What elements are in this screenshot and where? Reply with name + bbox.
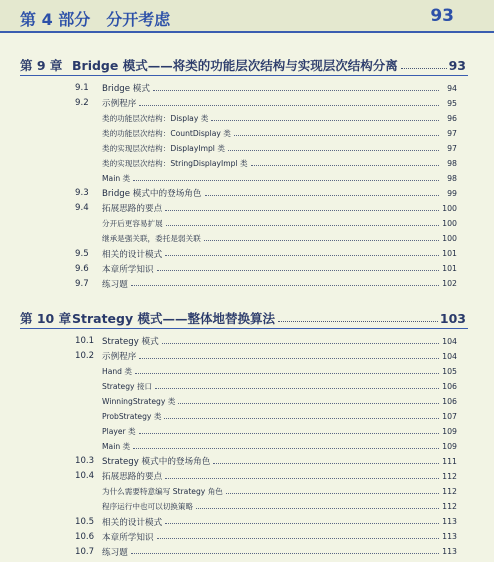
- entry-title: 类的实现层次结构：DisplayImpl 类: [102, 143, 225, 153]
- dot-leader: [278, 321, 438, 322]
- chapter-title: Strategy 模式——整体地替换算法: [72, 311, 275, 326]
- entry-title: 示例程序: [102, 99, 137, 110]
- subsection-entry[interactable]: [102, 126, 457, 140]
- entry-page-number: 94: [447, 83, 457, 93]
- chapter-rule: [20, 75, 468, 76]
- entry-page-number: 95: [447, 98, 457, 108]
- entry-title: Bridge 模式中的登场角色: [102, 189, 202, 200]
- entry-page-number: 113: [442, 532, 457, 542]
- dot-leader: [165, 478, 439, 479]
- section-number: 9.5: [75, 248, 89, 259]
- dot-leader: [165, 523, 439, 524]
- section-number: 10.5: [75, 516, 95, 527]
- section-number: 9.1: [75, 83, 89, 93]
- dot-leader: [153, 90, 439, 91]
- entry-title: 拓展思路的要点: [102, 204, 163, 215]
- section-number: 9.3: [75, 188, 89, 199]
- section-number: 9.7: [75, 278, 89, 289]
- section-entry[interactable]: [75, 530, 457, 544]
- entry-page-number: 107: [442, 411, 457, 421]
- entry-page-number: 109: [442, 441, 457, 451]
- chapter-title: Bridge 模式——将类的功能层次结构与实现层次结构分离: [72, 58, 398, 73]
- entry-title: Hand 类: [102, 366, 133, 376]
- dot-leader: [131, 285, 439, 286]
- entry-title: 练习题: [102, 547, 128, 558]
- subsection-entry[interactable]: [102, 439, 457, 453]
- entry-title: 相关的设计模式: [102, 517, 163, 528]
- section-entry[interactable]: [75, 349, 457, 363]
- dot-leader: [165, 255, 439, 256]
- chapter-heading[interactable]: [20, 308, 466, 328]
- entry-title: Main 类: [102, 441, 131, 451]
- section-entry[interactable]: [75, 247, 457, 261]
- entry-page-number: 112: [442, 471, 457, 481]
- dot-leader: [196, 508, 439, 509]
- entry-page-number: 97: [447, 128, 457, 138]
- entry-title: 程序运行中也可以切换策略: [102, 502, 194, 512]
- section-entry[interactable]: [75, 81, 457, 95]
- entry-title: 继承是强关联，委托是弱关联: [102, 234, 201, 243]
- entry-page-number: 113: [442, 517, 457, 527]
- dot-leader: [157, 538, 439, 539]
- dot-leader: [155, 388, 439, 389]
- dot-leader: [139, 358, 439, 359]
- dot-leader: [133, 448, 439, 449]
- entry-page-number: 112: [442, 487, 457, 496]
- section-entry[interactable]: [75, 515, 457, 529]
- dot-leader: [131, 553, 439, 554]
- section-entry[interactable]: [75, 469, 457, 483]
- section-number: 10.1: [75, 336, 95, 346]
- entry-page-number: 99: [447, 188, 457, 198]
- dot-leader: [178, 403, 439, 404]
- dot-leader: [139, 433, 439, 434]
- entry-title: ProbStrategy 类: [102, 411, 162, 421]
- entry-page-number: 98: [447, 158, 457, 168]
- dot-leader: [157, 270, 439, 271]
- dot-leader: [228, 150, 439, 151]
- section-entry[interactable]: [75, 96, 457, 110]
- entry-title: Player 类: [102, 426, 136, 436]
- entry-title: Bridge 模式: [102, 84, 150, 94]
- dot-leader: [213, 463, 439, 464]
- entry-title: Strategy 接口: [102, 381, 153, 391]
- section-entry[interactable]: [75, 454, 457, 468]
- entry-title: 练习题: [102, 279, 128, 290]
- entry-title: 为什么需要特意编写 Strategy 角色: [102, 487, 223, 496]
- entry-title: 类的功能层次结构：Display 类: [102, 113, 209, 123]
- chapter-number: 第 9 章: [20, 58, 63, 73]
- chapter-page-number: 93: [448, 57, 466, 73]
- dot-leader: [166, 225, 439, 226]
- subsection-entry[interactable]: [102, 500, 457, 514]
- entry-page-number: 105: [442, 366, 457, 376]
- section-number: 10.4: [75, 471, 95, 482]
- entry-page-number: 100: [442, 234, 457, 243]
- section-entry[interactable]: [75, 334, 457, 348]
- part-page-number: 93: [430, 6, 454, 26]
- entry-title: 本章所学知识: [102, 532, 154, 543]
- entry-page-number: 98: [447, 173, 457, 183]
- chapter-number: 第 10 章: [20, 311, 72, 326]
- subsection-entry[interactable]: [102, 364, 457, 378]
- subsection-entry[interactable]: [102, 216, 457, 230]
- dot-leader: [226, 493, 439, 494]
- section-entry[interactable]: [75, 201, 457, 215]
- section-number: 9.6: [75, 263, 89, 274]
- dot-leader: [165, 210, 439, 211]
- entry-title: 拓展思路的要点: [102, 472, 163, 483]
- section-number: 10.7: [75, 546, 95, 557]
- entry-page-number: 97: [447, 143, 457, 153]
- dot-leader: [139, 105, 439, 106]
- entry-page-number: 109: [442, 426, 457, 436]
- subsection-entry[interactable]: [102, 409, 457, 423]
- section-number: 9.4: [75, 203, 89, 214]
- entry-page-number: 111: [442, 456, 457, 466]
- dot-leader: [234, 135, 439, 136]
- subsection-entry[interactable]: [102, 171, 457, 185]
- entry-title: Strategy 模式: [102, 337, 159, 347]
- entry-title: 类的功能层次结构：CountDisplay 类: [102, 128, 231, 138]
- entry-page-number: 112: [442, 502, 457, 512]
- entry-title: 相关的设计模式: [102, 249, 163, 260]
- dot-leader: [251, 165, 439, 166]
- dot-leader: [164, 418, 439, 419]
- subsection-entry[interactable]: [102, 141, 457, 155]
- entry-page-number: 102: [442, 279, 457, 289]
- chapter-heading[interactable]: [20, 55, 466, 75]
- entry-title: 分开后更容易扩展: [102, 218, 163, 228]
- section-entry[interactable]: [75, 545, 457, 559]
- entry-page-number: 101: [442, 249, 457, 259]
- subsection-entry[interactable]: [102, 485, 457, 499]
- entry-page-number: 96: [447, 113, 457, 123]
- dot-leader: [133, 180, 439, 181]
- chapter-rule: [20, 328, 468, 329]
- subsection-entry[interactable]: [102, 156, 457, 170]
- dot-leader: [204, 240, 439, 241]
- section-number: 9.2: [75, 98, 89, 109]
- entry-title: 类的实现层次结构：StringDisplayImpl 类: [102, 158, 248, 168]
- section-number: 10.2: [75, 351, 95, 362]
- section-number: 10.6: [75, 531, 95, 542]
- entry-page-number: 104: [442, 351, 457, 361]
- chapter-page-number: 103: [439, 310, 466, 326]
- entry-page-number: 106: [442, 381, 457, 391]
- dot-leader: [401, 68, 447, 69]
- part-header: [0, 0, 494, 33]
- subsection-entry[interactable]: [102, 394, 457, 408]
- part-title: 第 4 部分 分开考虑: [20, 10, 171, 29]
- entry-page-number: 100: [442, 203, 457, 213]
- entry-page-number: 104: [442, 336, 457, 346]
- dot-leader: [135, 373, 439, 374]
- subsection-entry[interactable]: [102, 424, 457, 438]
- entry-page-number: 106: [442, 396, 457, 406]
- entry-title: Strategy 模式中的登场角色: [102, 457, 211, 468]
- entry-title: Main 类: [102, 173, 131, 183]
- entry-title: WinningStrategy 类: [102, 396, 176, 406]
- dot-leader: [162, 343, 439, 344]
- subsection-entry[interactable]: [102, 111, 457, 125]
- section-entry[interactable]: [75, 262, 457, 276]
- section-number: 10.3: [75, 456, 95, 467]
- dot-leader: [211, 120, 439, 121]
- entry-page-number: 100: [442, 218, 457, 228]
- entry-page-number: 113: [442, 547, 457, 557]
- section-entry[interactable]: [75, 186, 457, 200]
- dot-leader: [205, 195, 440, 196]
- entry-title: 示例程序: [102, 352, 137, 363]
- entry-page-number: 101: [442, 264, 457, 274]
- subsection-entry[interactable]: [102, 232, 457, 246]
- subsection-entry[interactable]: [102, 379, 457, 393]
- section-entry[interactable]: [75, 277, 457, 291]
- entry-title: 本章所学知识: [102, 264, 154, 275]
